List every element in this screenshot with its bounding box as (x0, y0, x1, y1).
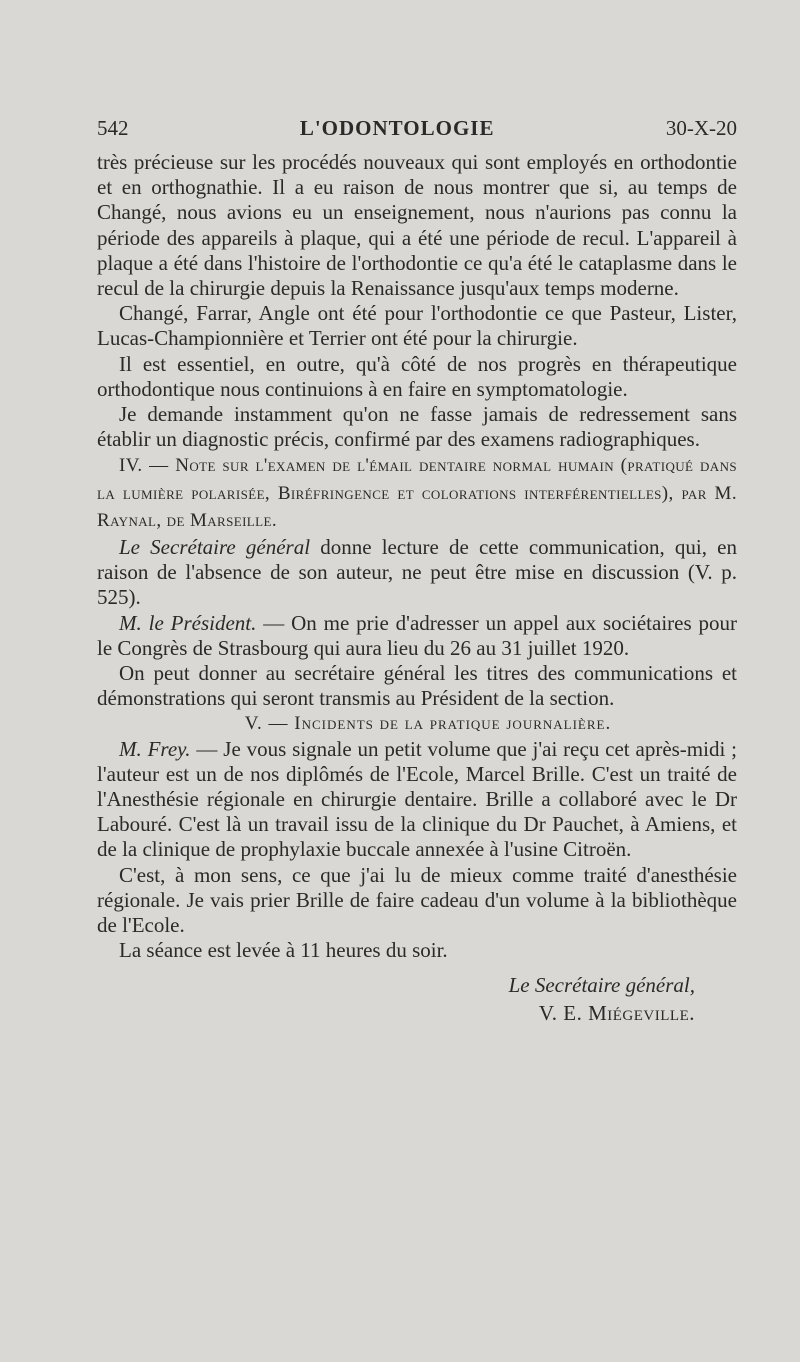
issue-date: 30-X-20 (665, 116, 737, 140)
signature-block (97, 971, 737, 1027)
paragraph (97, 611, 737, 661)
speaker: M. le Président. (119, 610, 257, 635)
signature-role: Le Secrétaire général, (508, 973, 695, 998)
paragraph (97, 737, 737, 863)
page-number: 542 (97, 116, 129, 140)
running-header (97, 116, 737, 141)
paragraph: On peut donner au secrétaire général les titres des communications et démonstrations qui seront transmis au Président de la section. (97, 660, 737, 711)
signature-name: V. E. Miégeville. (538, 1001, 695, 1026)
paragraph: Je demande instamment qu'on ne fasse jamais de redressement sans établir un diagnostic précis, confirmé par des examens radiographiques. (97, 402, 737, 452)
journal-title: L'ODONTOLOGIE (299, 116, 495, 140)
paragraph: C'est, à mon sens, ce que j'ai lu de mieux comme traité d'anesthésie régionale. Je vais prier Brille de faire cadeau d'un volume à la bibliothèque de l'Ecole. (97, 862, 737, 937)
speech: donne lecture de cette communication, qui, en raison de l'absence de son auteur, ne peut être mise en discussion (V. p. 525). (97, 534, 737, 610)
body-text (97, 150, 737, 1027)
speech: — Je vous signale un petit volume que j'ai reçu cet après-midi ; l'auteur est un de nos diplômés de l'Ecole, Marcel Brille. C'est un traité de l'Anesthésie régionale en chirurgie dentaire. Brille a collaboré avec le Dr Labouré. C'est là un travail issu de la clinique du Dr Pauchet, à Amiens, et de la clinique de prophylaxie buccale annexée à l'usine Citroën. (97, 736, 737, 862)
speaker: M. Frey. (119, 736, 191, 761)
paragraph: Changé, Farrar, Angle ont été pour l'orthodontie ce que Pasteur, Lister, Lucas-Championnière et Terrier ont été pour la chirurgie. (97, 301, 737, 351)
speaker: Le Secrétaire général (119, 534, 311, 559)
section-v-heading: V. — Incidents de la pratique journalière. (244, 713, 612, 735)
section-iv-heading: IV. — Note sur l'examen de l'émail dentaire normal humain (pratiqué dans la lumière polarisée, Biréfringence et colorations interférentielles), par M. Raynal, de Marseille. (97, 455, 737, 532)
paragraph: très précieuse sur les procédés nouveaux qui sont employés en orthodontie et en orthognathie. Il a eu raison de nous montrer que si, au temps de Changé, nous avions eu un enseignement, nous n'aurions pas connu la période des appareils à plaque, qui a été une période de recul. L'appareil à plaque a été dans l'histoire de l'orthodontie ce qu'a été le cataplasme dans le recul de la chirurgie depuis la Renaissance jusqu'aux temps moderne. (97, 150, 737, 301)
paragraph (97, 535, 737, 611)
paragraph: Il est essentiel, en outre, qu'à côté de nos progrès en thérapeutique orthodontique nous continuions à en faire en symptomatologie. (97, 351, 737, 401)
paragraph: La séance est levée à 11 heures du soir. (119, 938, 448, 963)
speech: — On me prie d'adresser un appel aux sociétaires pour le Congrès de Strasbourg qui aura lieu du 26 au 31 juillet 1920. (97, 610, 737, 660)
